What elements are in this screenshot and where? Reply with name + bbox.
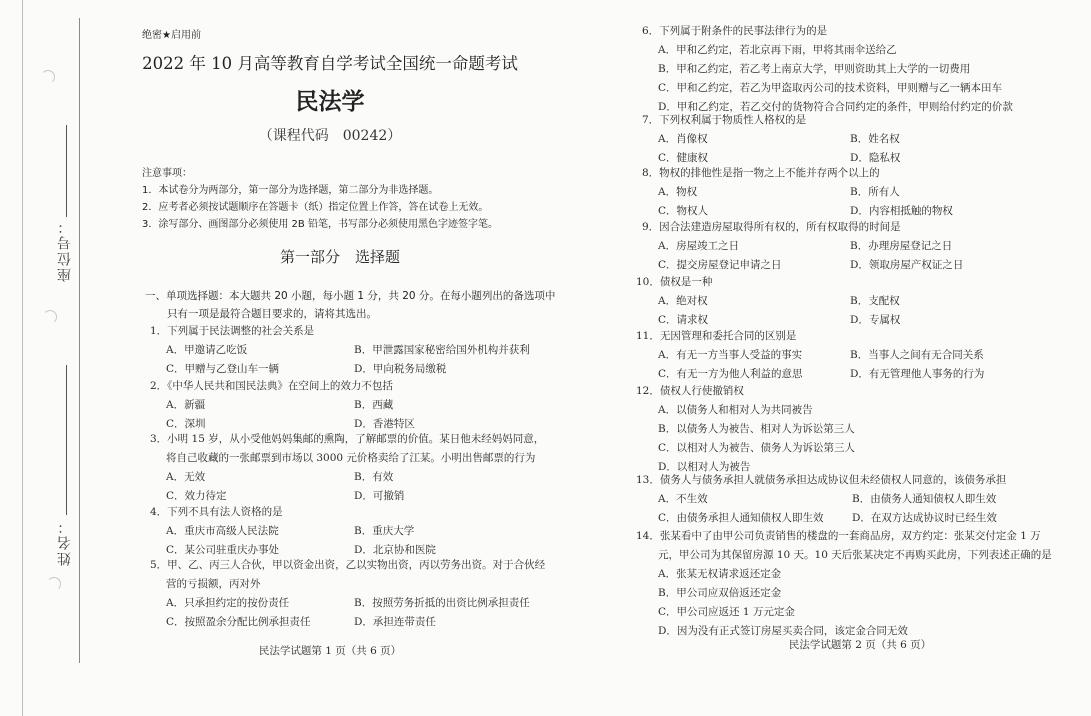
option-a[interactable]: A．只承担约定的按份责任 bbox=[166, 597, 290, 609]
option-b[interactable]: B．办理房屋登记之日 bbox=[850, 240, 953, 252]
question-14 bbox=[636, 527, 1052, 641]
option-c[interactable]: C．由债务承担人通知债权人即生效 bbox=[658, 512, 824, 524]
option-c[interactable]: C．以相对人为被告、债务人为诉讼第三人 bbox=[658, 442, 856, 454]
notice-item: 1．本试卷分为两部分，第一部分为选择题，第二部分为非选择题。 bbox=[142, 185, 439, 196]
option-a[interactable]: A．无效 bbox=[166, 471, 206, 483]
page-footer: 民法学试题第 1 页（共 6 页） bbox=[258, 645, 402, 657]
question-10 bbox=[636, 273, 1056, 330]
margin-outer-line bbox=[22, 0, 23, 716]
option-a[interactable]: A．甲和乙约定，若北京再下雨，甲将其雨伞送给乙 bbox=[658, 44, 897, 56]
option-c[interactable]: C．按照盈余分配比例承担责任 bbox=[166, 616, 311, 628]
option-b[interactable]: B．甲公司应双倍返还定金 bbox=[658, 587, 782, 599]
option-c[interactable]: C．请求权 bbox=[658, 314, 709, 326]
option-b[interactable]: B．有效 bbox=[354, 471, 394, 483]
option-c[interactable]: C．甲和乙约定，若乙为甲盗取丙公司的技术资料，甲则赠与乙一辆本田车 bbox=[658, 82, 1003, 94]
option-d[interactable]: D．有无管理他人事务的行为 bbox=[850, 368, 985, 380]
option-b[interactable]: B．甲泄露国家秘密给国外机构并获利 bbox=[354, 344, 530, 356]
option-b[interactable]: B．甲和乙约定，若乙考上南京大学，甲则资助其上大学的一切费用 bbox=[658, 63, 971, 75]
option-b[interactable]: B．当事人之间有无合同关系 bbox=[850, 349, 984, 361]
option-a[interactable]: A．新疆 bbox=[166, 399, 206, 411]
question-1 bbox=[150, 322, 550, 379]
option-d[interactable]: D．可撤销 bbox=[354, 490, 405, 502]
option-a[interactable]: A．以债务人和相对人为共同被告 bbox=[658, 404, 813, 416]
question-stem: 12．债权人行使撤销权 bbox=[636, 385, 744, 397]
option-d[interactable]: D．承担连带责任 bbox=[354, 616, 436, 628]
question-stem: 4．下列不具有法人资格的是 bbox=[150, 506, 283, 518]
part-title: 第一部分 选择题 bbox=[279, 248, 400, 266]
option-c[interactable]: C．甲公司应返还 1 万元定金 bbox=[658, 606, 795, 618]
binding-hole-middle bbox=[43, 310, 57, 324]
option-c[interactable]: C．提交房屋登记申请之日 bbox=[658, 259, 782, 271]
option-d[interactable]: D．在双方达成协议时已经生效 bbox=[852, 512, 997, 524]
name-blank[interactable] bbox=[66, 365, 67, 515]
option-c[interactable]: C．某公司驻重庆办事处 bbox=[166, 544, 280, 556]
question-stem: 9．因合法建造房屋取得所有权的，所有权取得的时间是 bbox=[642, 221, 901, 233]
option-a[interactable]: A．张某无权请求返还定金 bbox=[658, 568, 782, 580]
question-8 bbox=[642, 164, 1062, 221]
seat-number-blank[interactable] bbox=[66, 125, 67, 217]
option-d[interactable]: D．以相对人为被告 bbox=[658, 461, 751, 473]
option-d[interactable]: D．因为没有正式签订房屋买卖合同，该定金合同无效 bbox=[658, 625, 908, 637]
option-d[interactable]: D．隐私权 bbox=[850, 152, 901, 164]
notice-item: 2．应考者必须按试题顺序在答题卡（纸）指定位置上作答，答在试卷上无效。 bbox=[142, 202, 489, 213]
option-a[interactable]: A．房屋竣工之日 bbox=[658, 240, 740, 252]
option-b[interactable]: B．由债务人通知债权人即生效 bbox=[852, 493, 997, 505]
question-stem: 1．下列属于民法调整的社会关系是 bbox=[150, 325, 315, 337]
question-stem-line: 元，甲公司为其保留房源 10 天。10 天后张某决定不再购买此房，下列表述正确的是 bbox=[658, 549, 1052, 561]
margin-inner-line bbox=[79, 18, 80, 663]
question-stem-line: 14．张某看中了由甲公司负责销售的楼盘的一套商品房，双方约定：张某交付定金 1 万 bbox=[636, 530, 1041, 542]
notice-heading: 注意事项： bbox=[142, 168, 192, 179]
option-b[interactable]: B．以债务人为被告、相对人为诉讼第三人 bbox=[658, 423, 855, 435]
name-label: 姓名： bbox=[57, 518, 73, 566]
option-b[interactable]: B．西藏 bbox=[354, 399, 394, 411]
section-heading-line: 只有一项是最符合题目要求的，请将其选出。 bbox=[167, 308, 377, 320]
question-stem: 6．下列属于附条件的民事法律行为的是 bbox=[642, 25, 828, 37]
option-b[interactable]: B．所有人 bbox=[850, 186, 900, 198]
question-4 bbox=[150, 503, 550, 560]
question-stem: 2．《中华人民共和国民法典》在空间上的效力不包括 bbox=[150, 380, 393, 392]
option-b[interactable]: B．按照劳务折抵的出资比例承担责任 bbox=[354, 597, 530, 609]
question-stem: 7．下列权利属于物质性人格权的是 bbox=[642, 114, 807, 126]
option-a[interactable]: A．甲邀请乙吃饭 bbox=[166, 344, 248, 356]
option-a[interactable]: A．物权 bbox=[658, 186, 698, 198]
binding-hole-top bbox=[41, 70, 55, 84]
question-stem: 10．债权是一种 bbox=[636, 276, 713, 288]
page-footer: 民法学试题第 2 页（共 6 页） bbox=[788, 639, 932, 651]
option-d[interactable]: D．北京协和医院 bbox=[354, 544, 436, 556]
seat-number-label: 座位号： bbox=[57, 218, 73, 282]
question-stem-line: 3．小明 15 岁，从小受他妈妈集邮的熏陶，了解邮票的价值。某日他未经妈妈同意， bbox=[150, 433, 545, 445]
option-d[interactable]: D．甲向税务局缴税 bbox=[354, 363, 447, 375]
confidential-mark: 绝密★启用前 bbox=[142, 30, 201, 41]
option-d[interactable]: D．专属权 bbox=[850, 314, 901, 326]
question-stem: 8．物权的排他性是指一物之上不能并存两个以上的 bbox=[642, 167, 880, 179]
notice-item: 3．涂写部分、画图部分必须使用 2B 铅笔，书写部分必须使用黑色字迹签字笔。 bbox=[142, 219, 498, 230]
question-stem-line: 5．甲、乙、丙三人合伙，甲以资金出资，乙以实物出资，丙以劳务出资。对于合伙经 bbox=[150, 559, 546, 571]
question-13 bbox=[636, 471, 1066, 528]
option-a[interactable]: A．有无一方当事人受益的事实 bbox=[658, 349, 803, 361]
notice-block bbox=[142, 165, 498, 233]
question-6 bbox=[642, 22, 1013, 117]
course-code: （课程代码 00242） bbox=[258, 128, 402, 144]
option-b[interactable]: B．姓名权 bbox=[850, 133, 900, 145]
question-stem: 11．无因管理和委托合同的区别是 bbox=[636, 330, 797, 342]
option-c[interactable]: C．有无一方为他人利益的意思 bbox=[658, 368, 803, 380]
option-c[interactable]: C．效力待定 bbox=[166, 490, 227, 502]
option-b[interactable]: B．重庆大学 bbox=[354, 525, 415, 537]
option-a[interactable]: A．绝对权 bbox=[658, 295, 708, 307]
question-7 bbox=[642, 111, 1062, 168]
question-stem: 13．债务人与债务承担人就债务承担达成协议但未经债权人同意的，该债务承担 bbox=[636, 474, 1007, 486]
binding-hole-bottom bbox=[47, 577, 61, 591]
option-a[interactable]: A．重庆市高级人民法院 bbox=[166, 525, 279, 537]
question-2 bbox=[150, 377, 550, 434]
option-b[interactable]: B．支配权 bbox=[850, 295, 900, 307]
option-c[interactable]: C．健康权 bbox=[658, 152, 709, 164]
question-5 bbox=[150, 556, 570, 632]
section-heading bbox=[145, 287, 565, 323]
question-9 bbox=[642, 218, 1062, 275]
option-d[interactable]: D．香港特区 bbox=[354, 418, 415, 430]
option-a[interactable]: A．肖像权 bbox=[658, 133, 708, 145]
option-c[interactable]: C．深圳 bbox=[166, 418, 206, 430]
option-c[interactable]: C．物权人 bbox=[658, 205, 709, 217]
option-a[interactable]: A．不生效 bbox=[658, 493, 708, 505]
question-stem-line: 将自己收藏的一张邮票到市场以 3000 元价格卖给了江某。小明出售邮票的行为 bbox=[166, 452, 536, 464]
question-3 bbox=[150, 430, 570, 506]
option-d[interactable]: D．甲和乙约定，若乙交付的货物符合合同约定的条件，甲则给付约定的价款 bbox=[658, 101, 1013, 113]
question-12 bbox=[636, 382, 855, 477]
option-d[interactable]: D．内容相抵触的物权 bbox=[850, 205, 953, 217]
question-11 bbox=[636, 327, 1056, 384]
option-c[interactable]: C．甲赠与乙登山车一辆 bbox=[166, 363, 280, 375]
option-d[interactable]: D．领取房屋产权证之日 bbox=[850, 259, 964, 271]
subject-title: 民法学 bbox=[295, 89, 365, 115]
question-stem-line: 营的亏损额，丙对外 bbox=[166, 578, 261, 590]
exam-title: 2022 年 10 月高等教育自学考试全国统一命题考试 bbox=[142, 54, 518, 73]
section-heading-line: 一、单项选择题：本大题共 20 小题，每小题 1 分，共 20 分。在每小题列出的备选项中 bbox=[145, 290, 556, 302]
